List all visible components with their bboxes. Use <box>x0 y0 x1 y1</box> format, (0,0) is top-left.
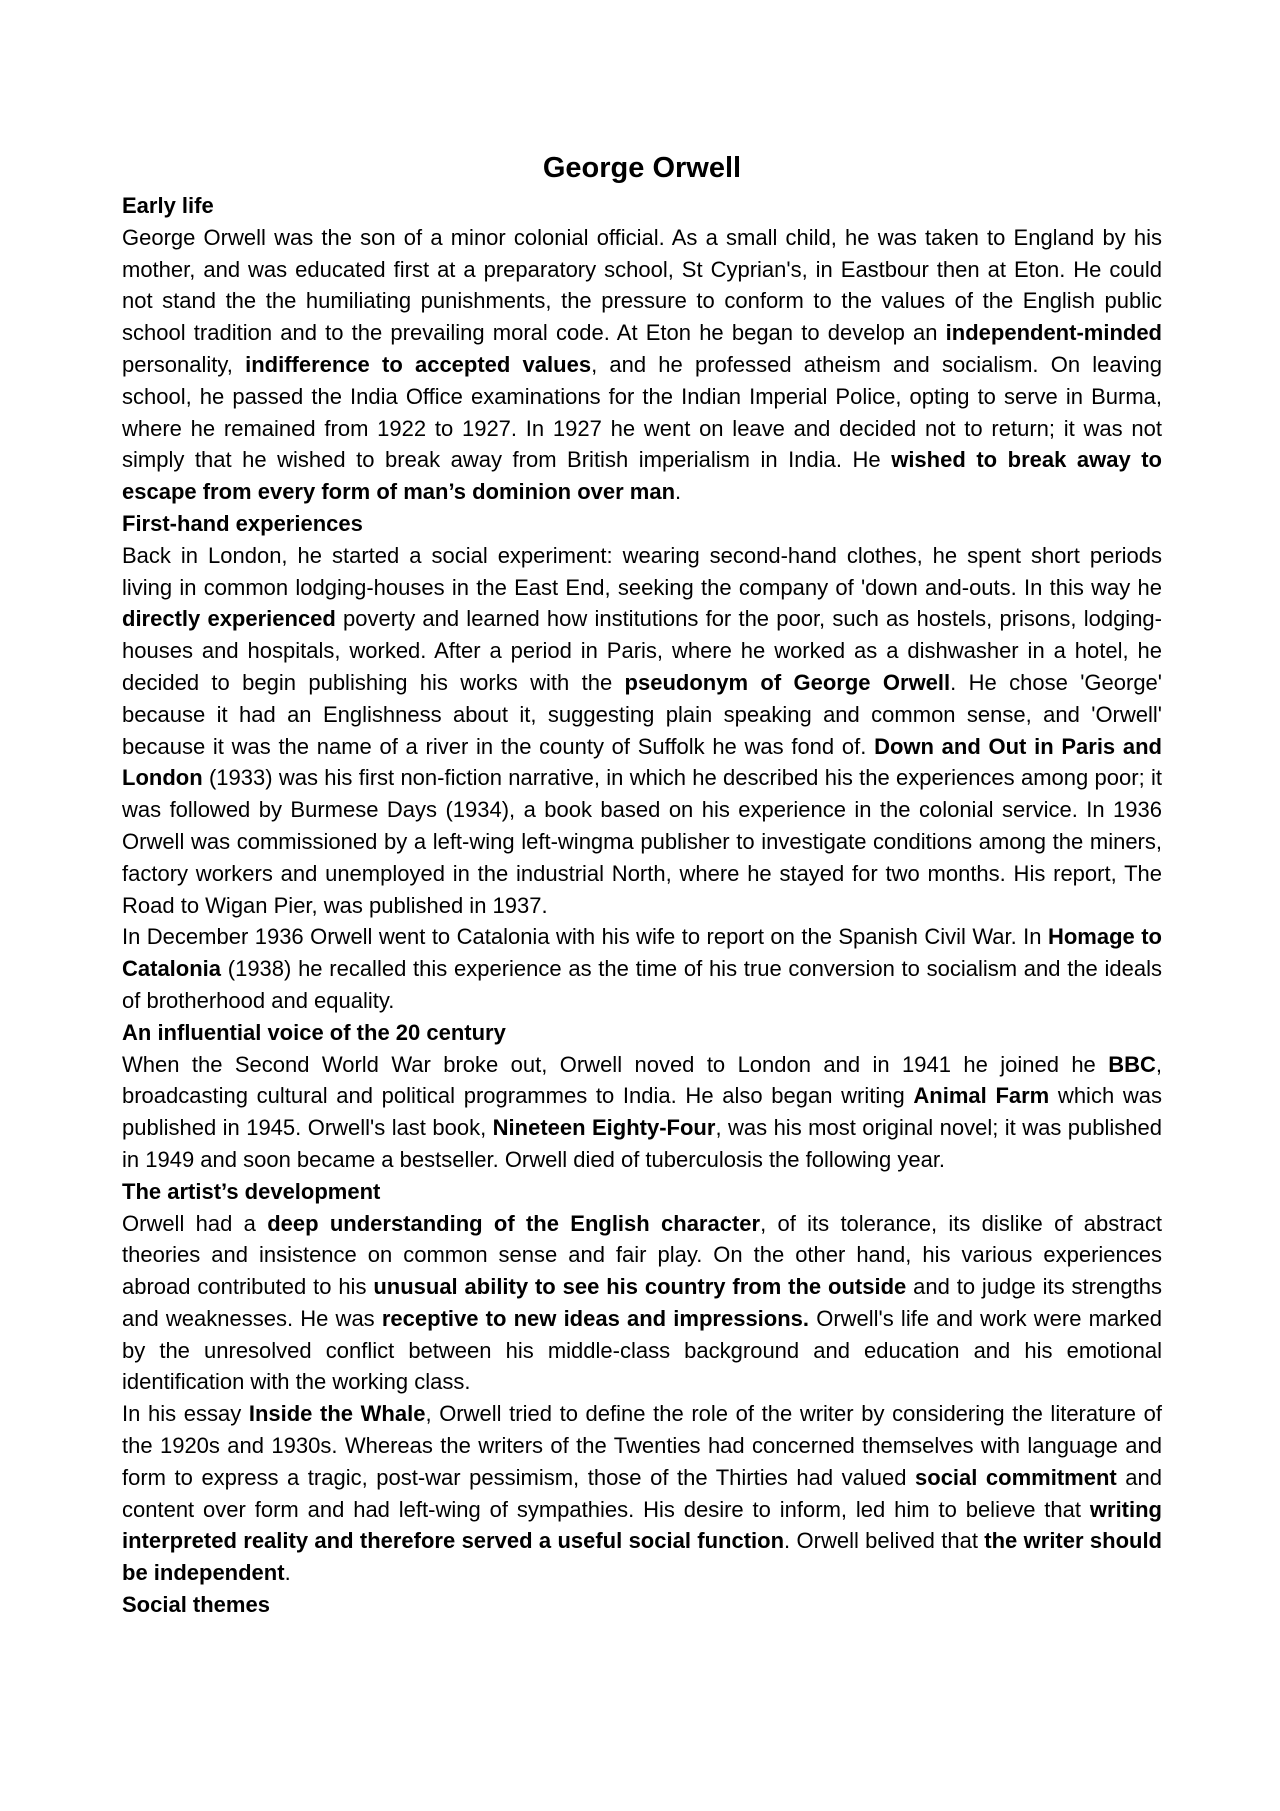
text-run: . <box>675 479 682 505</box>
bold-text-run: Homage to Catalonia <box>122 924 1162 982</box>
text-run: , broadcasting cultural and political programmes to India. He also began writing <box>122 1051 1162 1109</box>
bold-text-run: BBC <box>1108 1051 1156 1077</box>
text-run: , Orwell tried to define the role of the writer by considering the literature of the 1920s and 1930s. Whereas the writers of the Twenties had concerned themselves with language and form to express a tragic, post-war pessimism, those of the Thirties had valued <box>122 1401 1163 1490</box>
text-run: and content over form and had left-wing of sympathies. His desire to inform, led him to believe that <box>122 1464 1162 1522</box>
bold-text-run: unusual ability to see his country from the outside <box>373 1274 907 1300</box>
text-run: , of its tolerance, its dislike of abstract theories and insistence on common sense and fair play. On the other hand, his various experiences abroad contributed to his <box>122 1210 1162 1300</box>
text-run: George Orwell was the son of a minor colonial official. As a small child, he was taken to England by his mother, and was educated first at a preparatory school, St Cyprian's, in Eastbour then at Eton. He could not stand the the humiliating punishments, the pressure to conform to the values of the English public school tradition and to the prevailing moral code. At Eton he began to develop an <box>122 224 1162 346</box>
text-run: (1933) was his first non-fiction narrative, in which he described his the experiences among poor; it was followed by Burmese Days (1934), a book based on his experience in the colonial service. In 1936 Orwell was commissioned by a left-wing left-wingma publisher to investigate conditions among the miners, factory workers and unemployed in the industrial North, where he stayed for two months. His report, The Road to Wigan Pier, was published in 1937. <box>122 765 1162 918</box>
text-run: . <box>284 1560 291 1586</box>
text-run: (1938) he recalled this experience as the time of his true conversion to socialism and the ideals of brotherhood and equality. <box>122 956 1162 1013</box>
bold-text-run: indifference to accepted values <box>245 351 592 377</box>
bold-text-run: wished to break away to escape from every form of man’s dominion over man <box>122 447 1162 505</box>
text-run: , was his most original novel; it was published in 1949 and soon became a bestseller. Orwell died of tuberculosis the following year. <box>122 1115 1162 1172</box>
text-run: poverty and learned how institutions for the poor, such as hostels, prisons, lodging-houses and hospitals, worked. After a period in Paris, where he worked as a dishwasher in a hotel, he decided to begin publishing his works with the <box>122 606 1162 695</box>
paragraph <box>122 1208 1162 1399</box>
bold-text-run: the writer should be independent <box>122 1528 1162 1586</box>
section-heading: Social themes <box>122 1592 270 1618</box>
paragraph <box>122 1398 1162 1589</box>
bold-text-run: social commitment <box>915 1464 1117 1490</box>
section-heading: An influential voice of the 20 century <box>122 1019 506 1045</box>
text-run: , and he professed atheism and socialism. On leaving school, he passed the India Office examinations for the Indian Imperial Police, opting to serve in Burma, where he remained from 1922 to 1927. In 1927 he went on leave and decided not to return; it was not simply that he wished to break away from British imperialism in India. He <box>122 351 1163 473</box>
text-run: In December 1936 Orwell went to Catalonia with his wife to report on the Spanish Civil War. In <box>122 924 1048 950</box>
section-heading: Early life <box>122 193 214 218</box>
bold-text-run: directly experienced <box>122 606 336 632</box>
bold-text-run: Down and Out in Paris and London <box>122 733 1162 791</box>
document-page <box>122 150 1162 1621</box>
bold-text-run: Inside the Whale <box>248 1401 426 1427</box>
section-heading: First-hand experiences <box>122 510 363 536</box>
bold-text-run: independent-minded <box>945 320 1162 346</box>
text-run: Orwell had a <box>122 1210 268 1236</box>
text-run: which was published in 1945. Orwell's last book, <box>122 1083 1162 1141</box>
bold-text-run: Animal Farm <box>913 1083 1050 1109</box>
paragraph <box>122 540 1162 922</box>
text-run: In his essay <box>122 1401 249 1427</box>
bold-text-run: deep understanding of the English character <box>267 1210 761 1236</box>
text-run: and to judge its strengths and weaknesses. He was <box>122 1274 1163 1331</box>
bold-text-run: Nineteen Eighty-Four <box>492 1115 716 1141</box>
paragraph <box>122 1049 1162 1176</box>
text-run: personality, <box>122 351 246 377</box>
text-run: . Orwell belived that <box>784 1528 985 1554</box>
text-run: When the Second World War broke out, Orwell noved to London and in 1941 he joined he <box>122 1051 1109 1077</box>
document-body <box>122 190 1162 1621</box>
paragraph <box>122 921 1162 1016</box>
text-run: Orwell's life and work were marked by the unresolved conflict between his middle-class background and education and his emotional identification with the working class. <box>122 1305 1162 1395</box>
bold-text-run: writing interpreted reality and therefore served a useful social function <box>122 1496 1162 1554</box>
paragraph <box>122 222 1162 508</box>
text-run: Back in London, he started a social experiment: wearing second-hand clothes, he spent short periods living in common lodging-houses in the East End, seeking the company of 'down and-outs. In this way he <box>122 542 1162 600</box>
document-title: George Orwell <box>542 152 742 184</box>
bold-text-run: pseudonym of George Orwell <box>624 669 951 695</box>
text-run: . He chose 'George' because it had an Englishness about it, suggesting plain speaking and common sense, and 'Orwell' because it was the name of a river in the county of Suffolk he was fond of. <box>122 669 1162 759</box>
bold-text-run: receptive to new ideas and impressions. <box>381 1305 810 1331</box>
section-heading: The artist’s development <box>122 1178 381 1204</box>
